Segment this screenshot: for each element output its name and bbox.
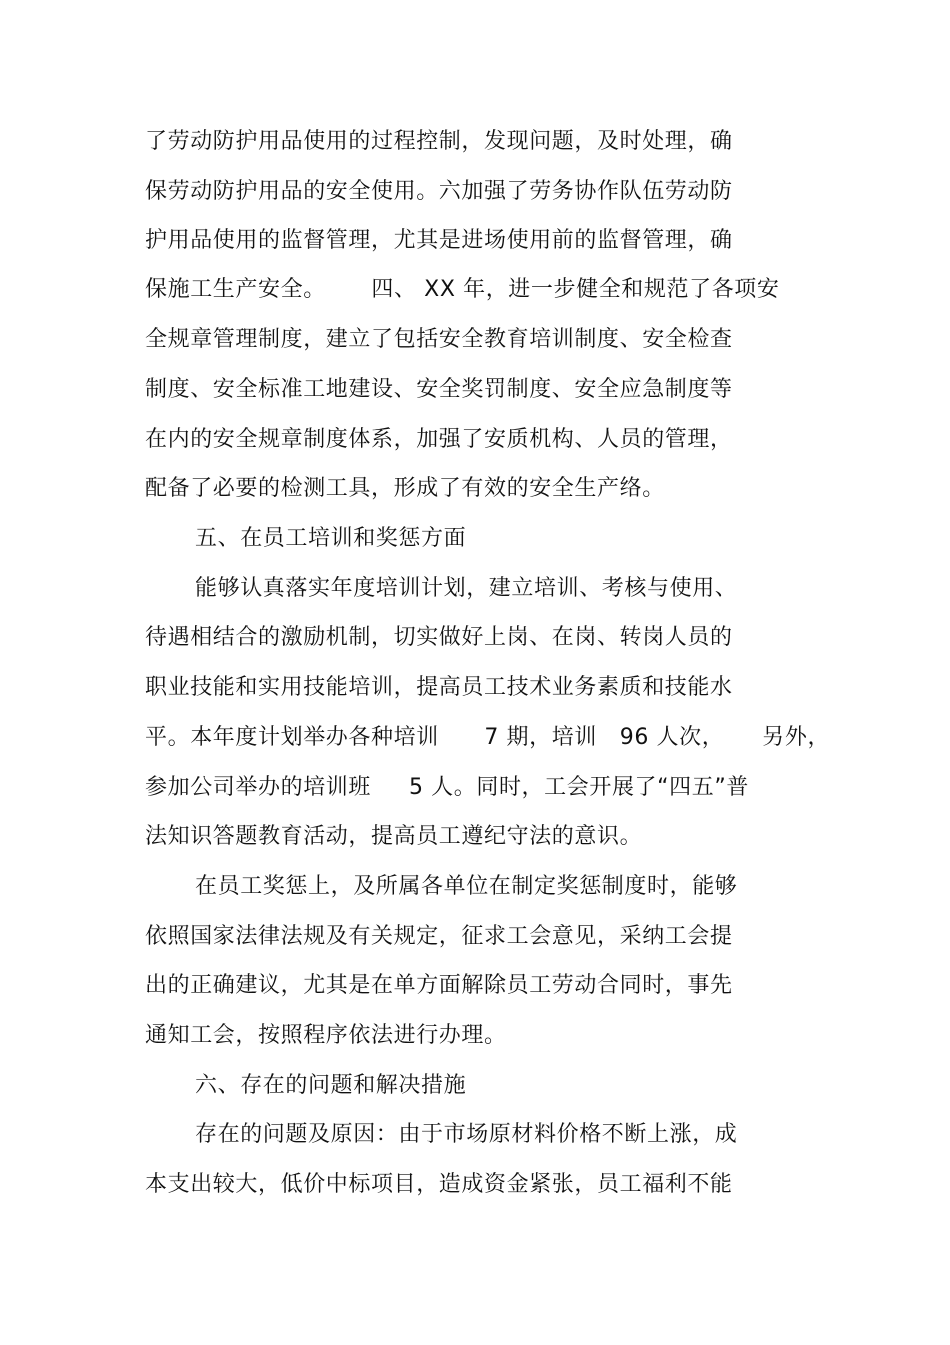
- paragraph-line: 全规章管理制度，建立了包括安全教育培训制度、安全检查: [145, 327, 733, 352]
- paragraph-line: 法知识答题教育活动，提高员工遵纪守法的意识。: [145, 824, 643, 849]
- paragraph-line: 能够认真落实年度培训计划，建立培训、考核与使用、: [195, 576, 738, 601]
- paragraph-line: 了劳动防护用品使用的过程控制，发现问题，及时处理，确: [145, 129, 733, 154]
- paragraph-line: 在员工奖惩上，及所属各单位在制定奖惩制度时，能够: [195, 874, 738, 899]
- paragraph-line: 待遇相结合的激励机制，切实做好上岗、在岗、转岗人员的: [145, 625, 733, 650]
- paragraph-line: 依照国家法律法规及有关规定，征求工会意见，采纳工会提: [145, 924, 733, 949]
- section-heading: 六、存在的问题和解决措施: [195, 1073, 467, 1098]
- paragraph-line: 护用品使用的监督管理，尤其是进场使用前的监督管理，确: [145, 228, 733, 253]
- paragraph-line: 配备了必要的检测工具，形成了有效的安全生产络。: [145, 476, 665, 501]
- paragraph-line: 通知工会，按照程序依法进行办理。: [145, 1023, 507, 1048]
- paragraph-line: 参加公司举办的培训班 5 人。同时，工会开展了“四五”普: [145, 775, 749, 800]
- paragraph-line: 存在的问题及原因：由于市场原材料价格不断上涨，成: [195, 1122, 738, 1147]
- paragraph-line: 制度、安全标准工地建设、安全奖罚制度、安全应急制度等: [145, 377, 733, 402]
- section-heading: 五、在员工培训和奖惩方面: [195, 526, 467, 551]
- paragraph-line: 职业技能和实用技能培训，提高员工技术业务素质和技能水: [145, 675, 733, 700]
- paragraph-line: 平。本年度计划举办各种培训 7 期，培训 96 人次， 另外，: [145, 725, 831, 750]
- paragraph-line: 本支出较大，低价中标项目，造成资金紧张，员工福利不能: [145, 1172, 733, 1197]
- paragraph-line: 出的正确建议，尤其是在单方面解除员工劳动合同时，事先: [145, 973, 733, 998]
- paragraph-line: 保劳动防护用品的安全使用。六加强了劳务协作队伍劳动防: [145, 179, 733, 204]
- paragraph-line: 保施工生产安全。 四、 XX 年，进一步健全和规范了各项安: [145, 277, 780, 302]
- paragraph-line: 在内的安全规章制度体系，加强了安质机构、人员的管理，: [145, 427, 733, 452]
